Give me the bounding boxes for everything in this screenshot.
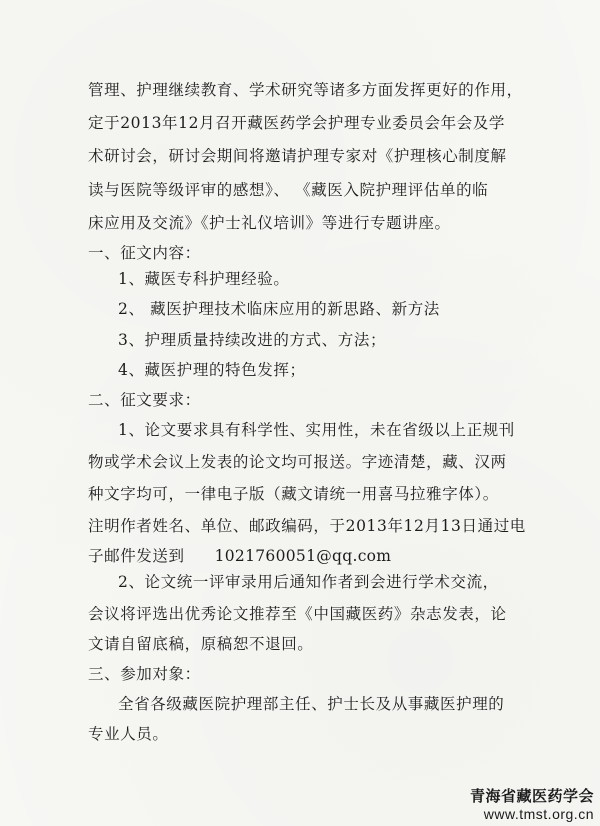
paragraph-line: 定于2013年12月召开藏医药学会护理专业委员会年会及学: [88, 114, 505, 132]
paragraph-line: 注明作者姓名、单位、邮政编码，于2013年12月13日通过电: [88, 517, 526, 535]
paragraph-line: 文请自留底稿，原稿恕不退回。: [88, 635, 314, 653]
paragraph-line: 床应用及交流》《护士礼仪培训》等进行专题讲座。: [88, 214, 451, 232]
paragraph-line: 术研讨会，研讨会期间将邀请护理专家对《护理核心制度解: [88, 147, 507, 165]
paragraph-line: 1、论文要求具有科学性、实用性，未在省级以上正规刊: [118, 421, 515, 439]
email-address: 1021760051@qq.com: [214, 547, 392, 565]
list-item: 2、 藏医护理技术临床应用的新思路、新方法: [118, 300, 440, 318]
paragraph-line: 读与医院等级评审的感想》、 《藏医入院护理评估单的临: [88, 181, 489, 199]
paragraph-line: 会议将评选出优秀论文推荐至《中国藏医药》杂志发表，论: [88, 605, 507, 623]
paragraph-line: 专业人员。: [88, 725, 169, 743]
paragraph-line: 物或学术会议上发表的论文均可报送。字迹清楚，藏、汉两: [88, 453, 507, 471]
paragraph-line: 2、论文统一评审录用后通知作者到会进行学术交流，: [118, 573, 499, 591]
email-prefix-text: 子邮件发送到: [88, 547, 185, 565]
watermark-name: 青海省藏医药学会: [469, 788, 594, 805]
watermark-url: www.tmst.org.cn: [483, 806, 594, 822]
paragraph-line: 全省各级藏医院护理部主任、护士长及从事藏医护理的: [118, 695, 505, 713]
paragraph-line: 种文字均可，一律电子版（藏文请统一用喜马拉雅字体）。: [88, 485, 499, 503]
paragraph-line: 管理、护理继续教育、学术研究等诸多方面发挥更好的作用，: [88, 81, 523, 99]
site-watermark: [470, 788, 594, 822]
section-heading-requirements: 二、征文要求：: [88, 391, 201, 409]
list-item: 3、护理质量持续改进的方式、方法；: [118, 331, 387, 349]
list-item: 1、藏医专科护理经验。: [118, 270, 290, 288]
paragraph-line-email: [88, 546, 391, 566]
section-heading-participants: 三、参加对象：: [88, 665, 201, 683]
section-heading-content: 一、征文内容：: [88, 244, 201, 262]
list-item: 4、藏医护理的特色发挥；: [118, 361, 306, 379]
